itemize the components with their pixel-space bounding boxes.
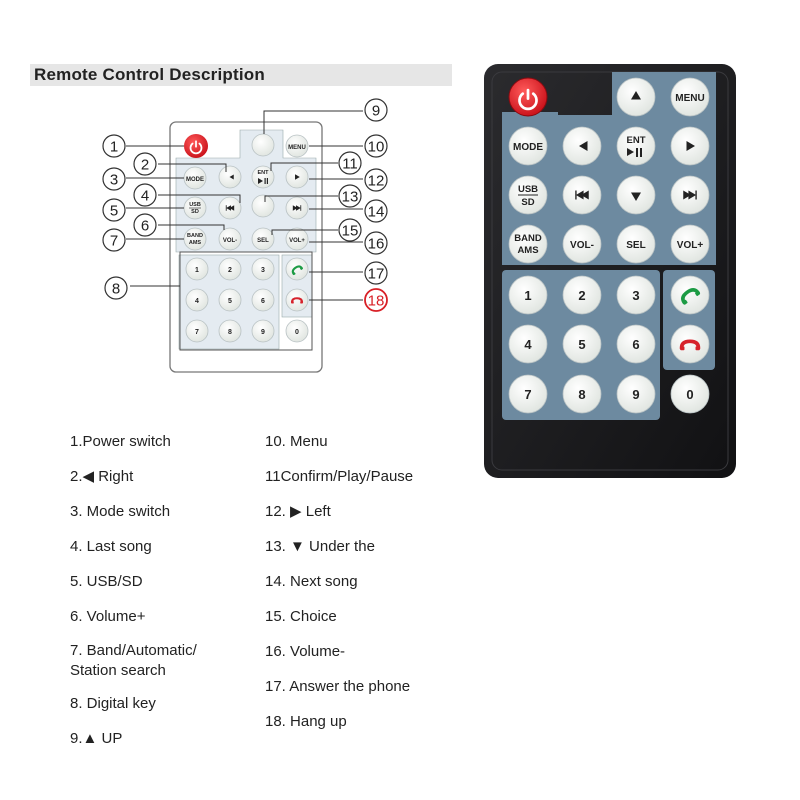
legend-item-11: 11Confirm/Play/Pause	[265, 468, 414, 485]
legend-item-8: 8. Digital key	[70, 695, 156, 712]
schematic-up-button	[252, 134, 274, 156]
legend-item-6: 6. Volume+	[70, 608, 146, 625]
legend-item-12: 12. ▶ Left	[265, 503, 331, 520]
legend-item-14: 14. Next song	[265, 573, 358, 590]
schematic-digit-0-label: 0	[295, 329, 299, 336]
schematic-remote	[103, 99, 387, 372]
schematic-sel-label: SEL	[257, 238, 269, 244]
legend-item-16: 16. Volume-	[265, 643, 346, 660]
schematic-digit-7-label: 7	[195, 329, 199, 336]
band-label: BAND	[514, 233, 542, 244]
schematic-digit-9-label: 9	[261, 329, 265, 336]
answer-call-button[interactable]	[671, 276, 709, 314]
ent-label: ENT	[626, 135, 646, 146]
legend-item-3: 3. Mode switch	[70, 503, 171, 520]
usb-label: USB	[517, 184, 539, 195]
legend-item-4: 4. Last song	[70, 538, 152, 555]
callout-number: 18	[367, 292, 385, 310]
schematic-digit-4-label: 4	[195, 298, 199, 305]
pause-bar-2	[640, 148, 642, 157]
callout-number: 2	[140, 156, 150, 174]
legend-item-7: 7. Band/Automatic/ Station search	[70, 642, 197, 679]
ams-label: AMS	[517, 245, 539, 256]
pause-bar-1	[636, 148, 638, 157]
schematic-menu-label: MENU	[288, 145, 306, 151]
schematic-digit-5-label: 5	[228, 298, 232, 305]
sel-label: SEL	[626, 240, 646, 251]
schematic-answer-button	[286, 258, 308, 280]
callout-number: 16	[367, 235, 385, 253]
digit-8-label: 8	[578, 387, 586, 402]
callout-number: 10	[367, 138, 385, 156]
digit-3-label: 3	[632, 288, 640, 303]
schematic-digit-2-label: 2	[228, 267, 232, 274]
callout-number: 17	[367, 265, 385, 283]
legend-item-10: 10. Menu	[265, 433, 328, 450]
digit-4-label: 4	[524, 337, 532, 352]
callout-number: 7	[109, 232, 119, 250]
legend-item-2: 2.◀ Right	[70, 468, 134, 485]
hang-up-button[interactable]	[671, 325, 709, 363]
digit-9-label: 9	[632, 387, 640, 402]
digit-7-label: 7	[524, 387, 532, 402]
schematic-band-ams-button	[184, 228, 206, 250]
schematic-pause-bar-2	[267, 178, 268, 184]
schematic-band-label: BAND	[187, 233, 203, 239]
callout-number: 13	[341, 188, 359, 206]
digit-5-label: 5	[578, 337, 586, 352]
schematic-ams-label: AMS	[188, 240, 202, 246]
schematic-pause-bar-1	[265, 178, 266, 184]
digit-2-label: 2	[578, 288, 586, 303]
callout-number: 11	[342, 155, 358, 173]
legend-item-18: 18. Hang up	[265, 713, 347, 730]
legend-item-13: 13. ▼ Under the	[265, 538, 375, 555]
digit-6-label: 6	[632, 337, 640, 352]
callout-number: 4	[140, 187, 150, 205]
callout-number: 15	[341, 222, 359, 240]
vol-minus-label: VOL-	[570, 240, 594, 251]
legend-item-15: 15. Choice	[265, 608, 337, 625]
page-title: Remote Control Description	[34, 65, 265, 84]
menu-label: MENU	[675, 93, 705, 104]
schematic-digit-6-label: 6	[261, 298, 265, 305]
callout-number: 9	[371, 102, 381, 120]
schematic-digit-3-label: 3	[261, 267, 265, 274]
band-ams-button[interactable]	[509, 225, 547, 263]
digit-1-label: 1	[524, 288, 532, 303]
vol-plus-label: VOL+	[676, 240, 704, 251]
callout-number: 6	[140, 217, 150, 235]
callout-number: 1	[109, 138, 119, 156]
mode-label: MODE	[513, 142, 543, 153]
schematic-digit-8-label: 8	[228, 329, 232, 336]
schematic-vol-plus-label: VOL+	[289, 238, 305, 244]
digit-0-label: 0	[686, 387, 694, 402]
legend-item-5: 5. USB/SD	[70, 573, 143, 590]
schematic-vol-minus-label: VOL-	[222, 238, 238, 244]
schematic-usb-label: USB	[189, 202, 201, 208]
schematic-ent-label: ENT	[257, 170, 269, 176]
schematic-down-button	[252, 195, 274, 217]
legend-item-17: 17. Answer the phone	[265, 678, 411, 695]
callout-number: 8	[111, 280, 121, 298]
legend-item-9: 9.▲ UP	[70, 730, 123, 747]
callout-number: 5	[109, 202, 119, 220]
callout-number: 12	[367, 172, 385, 190]
schematic-digit-1-label: 1	[195, 267, 199, 274]
sd-label: SD	[521, 197, 535, 208]
schematic-sd-label: SD	[191, 209, 199, 215]
ent-play-pause-button[interactable]	[617, 127, 655, 165]
legend-item-1: 1.Power switch	[70, 433, 171, 450]
remote-photo	[484, 64, 736, 478]
schematic-hangup-button	[286, 289, 308, 311]
schematic-mode-label: MODE	[186, 177, 204, 183]
callout-number: 14	[367, 203, 385, 221]
callout-number: 3	[109, 171, 119, 189]
